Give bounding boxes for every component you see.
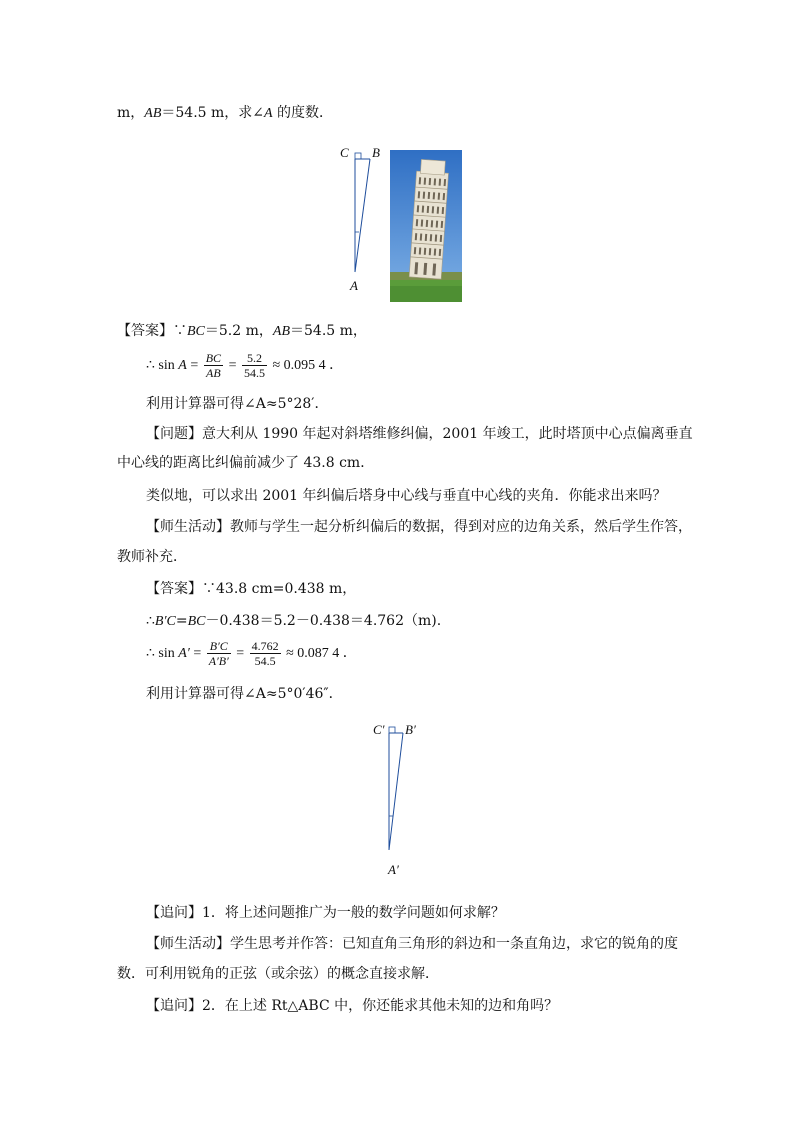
leaning-tower-photo [390,150,462,302]
answer-line: 【答案】∵43.8 cm=0.438 m， [146,581,357,597]
paragraph-line: 利用计算器可得∠A≈5°28′． [146,396,329,412]
answer-line: 【答案】∵BC＝5.2 m，AB＝54.5 m， [117,323,367,339]
paragraph-line: 【问题】意大利从 1990 年起对斜塔维修纠偏，2001 年竣工，此时塔顶中心点偏离垂直 [146,426,693,442]
fraction-bc-ab-prime: $\frac{B'C}{A'B'}$ [208,639,229,669]
triangle-figure-abc [336,140,386,300]
paragraph-line: 【师生活动】教师与学生一起分析纠偏后的数据，得到对应的边角关系，然后学生作答， [146,519,692,535]
vertex-label-b: B [372,145,380,160]
paragraph-line: 利用计算器可得∠A≈5°0′46″． [146,686,343,702]
paragraph-line: m，AB＝54.5 m，求∠A 的度数． [117,105,334,121]
fraction-values-prime: $\frac{4.762}{54.5}$ [251,639,279,669]
fraction-bc-ab: $\frac{BC}{AB}$ [205,351,222,381]
paragraph-line: 数．可利用锐角的正弦（或余弦）的概念直接求解． [117,966,439,982]
formula-sin-a-prime: ∴ sin A′ = $\frac{B'C}{A'B'}$ = $\frac{4.762}{54.5}$ ≈ 0.087 4 ． [146,639,357,669]
paragraph-line: 【追问】1．将上述问题推广为一般的数学问题如何求解？ [146,905,505,921]
triangle-figure-abc-prime [372,718,412,858]
paragraph-line: 【师生活动】学生思考并作答：已知直角三角形的斜边和一条直角边，求它的锐角的度 [146,936,678,952]
formula-sin-a: ∴ sin A = $\frac{BC}{AB}$ = $\frac{5.2}{54.5}$ ≈ 0.095 4 ． [146,351,344,381]
paragraph-line: 【追问】2．在上述 Rt△ABC 中，你还能求其他未知的边和角吗？ [146,998,559,1014]
paragraph-line: 类似地，可以求出 2001 年纠偏后塔身中心线与垂直中心线的夹角．你能求出来吗？ [146,488,667,504]
vertex-label-c-prime: C′ [373,722,385,737]
paragraph-line: 中心线的距离比纠偏前减少了 43.8 cm． [117,455,375,471]
paragraph-line: 教师补充． [117,549,187,565]
vertex-label-a: A [350,278,358,293]
vertex-label-c: C [340,145,349,160]
vertex-label-a-prime: A′ [388,862,399,877]
formula-line: ∴B′C=BC－0.438＝5.2－0.438＝4.762（m). [146,613,442,629]
fraction-values: $\frac{5.2}{54.5}$ [243,351,265,381]
vertex-label-b-prime: B′ [405,722,416,737]
